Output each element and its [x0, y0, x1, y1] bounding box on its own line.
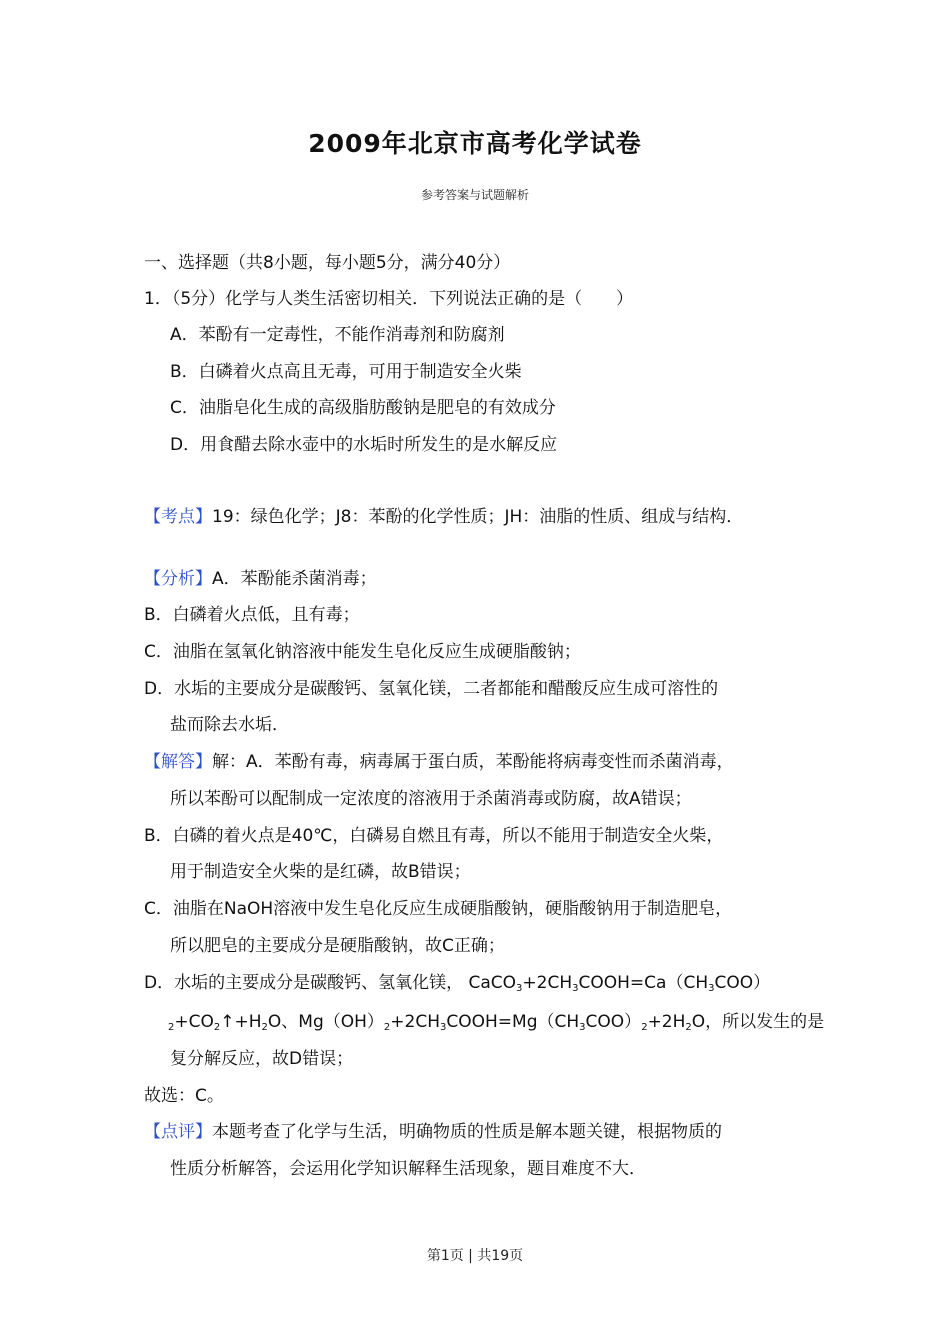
dianping-l1: 本题考查了化学与生活，明确物质的性质是解本题关键，根据物质的 — [212, 1122, 722, 1142]
kaodian-line — [144, 506, 743, 528]
fenxi-d2: 盐而除去水垢． — [170, 715, 289, 735]
option-d: D．用食醋去除水壶中的水垢时所发生的是水解反应 — [170, 435, 558, 455]
jieda-a2: 所以苯酚可以配制成一定浓度的溶液用于杀菌消毒或防腐，故A错误； — [170, 789, 692, 809]
fenxi-b: B．白磷着火点低，且有毒； — [144, 605, 360, 625]
jieda-eq2-line — [168, 1011, 824, 1039]
option-a: A．苯酚有一定毒性，不能作消毒剂和防腐剂 — [170, 325, 505, 345]
page-footer: 第1页 | 共19页 — [426, 1248, 524, 1264]
jieda-c1: C．油脂在NaOH溶液中发生皂化反应生成硬脂酸钠，硬脂酸钠用于制造肥皂， — [144, 899, 733, 919]
dianping-l2: 性质分析解答，会运用化学知识解释生活现象，题目难度不大． — [170, 1159, 646, 1179]
fenxi-tag: 【分析】 — [144, 569, 212, 589]
jieda-b1: B．白磷的着火点是40℃，白磷易自燃且有毒，所以不能用于制造安全火柴， — [144, 826, 724, 846]
section-heading: 一、选择题（共8小题，每小题5分，满分40分） — [144, 253, 511, 273]
document-subtitle: 参考答案与试题解析 — [420, 188, 529, 202]
option-c: C．油脂皂化生成的高级脂肪酸钠是肥皂的有效成分 — [170, 398, 556, 418]
jieda-choice: 故选：C。 — [144, 1086, 224, 1106]
jieda-d1: D．水垢的主要成分是碳酸钙、氢氧化镁， — [144, 973, 464, 993]
fenxi-d1: D．水垢的主要成分是碳酸钙、氢氧化镁，二者都能和醋酸反应生成可溶性的 — [144, 679, 719, 699]
fenxi-c: C．油脂在氢氧化钠溶液中能发生皂化反应生成硬脂酸钠； — [144, 642, 581, 662]
jieda-a1: 解：A．苯酚有毒，病毒属于蛋白质，苯酚能将病毒变性而杀菌消毒， — [212, 752, 734, 772]
jieda-tag: 【解答】 — [144, 752, 212, 772]
equation-1-formatted: $CaCO_3+2CH_3COOH=Ca(CH_3COO)$ — [468, 973, 771, 994]
equation-2-formatted: $_2+CO_2↑+H_2O$、$Mg(OH)_2+2CH_3COOH=Mg(CH_3COO)_2+2H_2O$，所以发生的是 — [168, 1012, 825, 1033]
jieda-line — [144, 751, 734, 773]
document-title: 2009年北京市高考化学试卷 — [308, 129, 642, 158]
fenxi-line — [144, 568, 377, 590]
dianping-tag: 【点评】 — [144, 1122, 212, 1142]
question-stem: 1．（5分）化学与人类生活密切相关．下列说法正确的是（ ） — [144, 289, 634, 309]
jieda-d3: 复分解反应，故D错误； — [170, 1049, 354, 1069]
jieda-c2: 所以肥皂的主要成分是硬脂酸钠，故C正确； — [170, 936, 505, 956]
jieda-d1-line — [144, 972, 770, 1000]
jieda-b2: 用于制造安全火柴的是红磷，故B错误； — [170, 862, 471, 882]
kaodian-tag: 【考点】 — [144, 507, 212, 527]
fenxi-first: A．苯酚能杀菌消毒； — [212, 569, 377, 589]
option-b: B．白磷着火点高且无毒，可用于制造安全火柴 — [170, 362, 522, 382]
dianping-line — [144, 1121, 722, 1143]
kaodian-text: 19：绿色化学；J8：苯酚的化学性质；JH：油脂的性质、组成与结构． — [212, 507, 744, 527]
